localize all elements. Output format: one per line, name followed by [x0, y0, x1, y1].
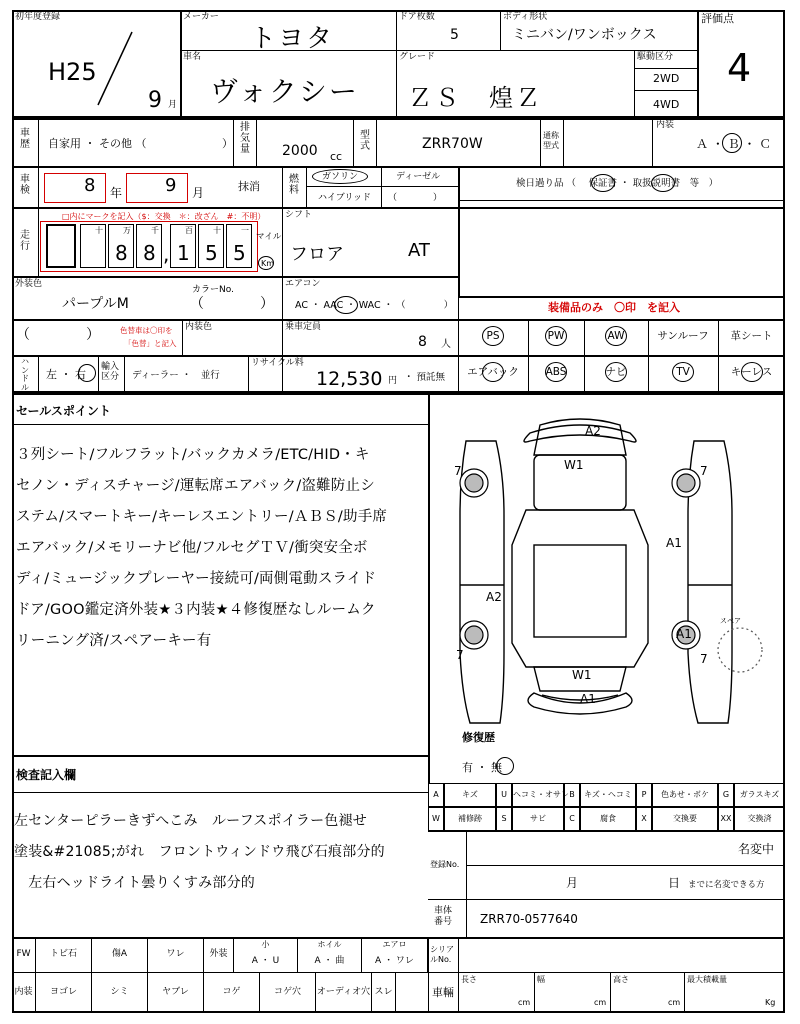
slash-mark	[90, 30, 140, 110]
legend-text: W	[432, 814, 440, 823]
odometer-cell	[80, 224, 106, 268]
mileage-mile: マイル	[256, 232, 282, 242]
size-label: 車輛	[432, 986, 454, 999]
equipment-item	[584, 355, 648, 393]
ext-label	[204, 937, 234, 972]
int-item	[92, 972, 148, 1013]
equipment-label: サンルーフ	[657, 330, 709, 342]
interior-color-label: 内装色	[185, 322, 213, 332]
equipment-label: エアバック	[467, 366, 519, 378]
int-label	[12, 972, 36, 1013]
odometer-unit: 一	[241, 226, 249, 235]
equipment-label: TV	[676, 366, 690, 378]
aircon-label: エアコン	[285, 279, 321, 289]
int-item-text: オーディオ穴	[316, 987, 371, 997]
equipment-label: AW	[607, 330, 625, 342]
legend-text: 腐食	[600, 814, 616, 823]
check-title: 検査記入欄	[16, 768, 77, 782]
equipment-item	[718, 319, 785, 355]
odometer-unit: 十	[95, 226, 103, 235]
color-no: （ ）	[190, 296, 274, 312]
first-reg-label: 初年度登録	[15, 12, 61, 22]
serial-label: シリアルNo.	[430, 945, 454, 964]
fw-item	[92, 937, 148, 972]
width-label: 幅	[537, 975, 545, 984]
damage-mark-a1-rear: A1	[580, 692, 596, 706]
equipment-circle	[545, 362, 567, 382]
legend-text: S	[501, 814, 507, 823]
legend-cell	[636, 783, 652, 807]
damage-mark-7-rl: 7	[456, 648, 464, 662]
sales-title: セールスポイント	[16, 404, 111, 418]
ext-sub-title: エアロ	[382, 940, 407, 949]
maker-label: メーカー	[183, 12, 219, 22]
legend-text: U	[501, 790, 507, 799]
equipment-item	[528, 319, 584, 355]
fw-item-text: 傷A	[111, 949, 128, 959]
odometer-digit: 1	[177, 241, 190, 265]
odometer-digit: 5	[205, 241, 218, 265]
recycle-status: ・ 預託無	[404, 372, 446, 383]
max-load-label: 最大積載量	[687, 975, 727, 984]
inspection-notes	[14, 806, 428, 899]
damage-mark-a2-front: A2	[585, 424, 601, 438]
equipment-label: PW	[547, 330, 565, 342]
check-line: 左センターピラーきずへこみ ルーフスポイラー色褪せ	[14, 813, 367, 829]
legend-text: ガラスキズ	[739, 790, 780, 799]
equipment-circle	[672, 362, 694, 382]
equipment-circle	[605, 362, 627, 382]
vin: ZRR70-0577640	[480, 912, 578, 926]
repair-history: 有 ・ 無	[462, 761, 502, 774]
equipment-item	[458, 355, 528, 393]
fw	[12, 937, 36, 972]
equipment-label: ナビ	[605, 366, 627, 378]
grade: ＺＳ 煌Ｚ	[408, 84, 543, 112]
body-type: ミニバン/ワンボックス	[512, 27, 657, 43]
ext-label-text: 外装	[209, 949, 228, 959]
interior-circle	[722, 133, 742, 153]
vin-label: 車体番号	[434, 906, 453, 927]
equip-header: 装備品のみ 〇印 を記入	[548, 301, 680, 314]
odometer-unit: 十	[213, 226, 221, 235]
fw-text: FW	[16, 949, 31, 959]
ext-sub-title: 小	[261, 940, 270, 949]
ext-sub-title: ホイル	[317, 940, 342, 949]
inspection-month: 9	[165, 175, 177, 196]
inspection-year-unit: 年	[110, 186, 123, 200]
legend-cell	[564, 783, 580, 807]
inspection-year: 8	[84, 175, 96, 196]
legend-cell	[636, 807, 652, 831]
disp-unit: cc	[330, 150, 343, 163]
legend-cell	[428, 783, 444, 807]
ext-sub-value: A ・ U	[251, 956, 280, 966]
color-change-note2: 「色替」と記入	[124, 339, 177, 348]
odometer-unit: 百	[185, 226, 193, 235]
legend-cell	[444, 807, 496, 831]
damage-mark-a1-rr: A1	[676, 627, 692, 641]
grade-label: グレード	[399, 52, 436, 62]
reg-no-label: 登録No.	[430, 860, 460, 869]
ext-sub	[234, 937, 298, 972]
car-diagram	[430, 395, 784, 785]
odometer-digit: 8	[143, 241, 156, 265]
inspection-label: 車検	[20, 174, 30, 196]
inspection-month-unit: 月	[192, 186, 205, 200]
int-item	[260, 972, 316, 1013]
equipment-item	[584, 319, 648, 355]
legend-text: XX	[720, 814, 732, 823]
interior-grade: Ａ ・ Ｂ ・ Ｃ	[696, 137, 772, 151]
legend-text: ヘコミ・オサレ	[513, 790, 569, 799]
int-item-text: シミ	[110, 987, 129, 997]
legend-cell	[652, 783, 718, 807]
fuel-other: （ ）	[388, 193, 443, 203]
interior-label: 内装	[656, 120, 675, 130]
ext-sub	[362, 937, 428, 972]
equipment-circle	[482, 362, 504, 382]
reg-day: 日	[668, 876, 681, 890]
damage-mark-7-fr: 7	[700, 464, 708, 478]
legend-text: キズ・ヘコミ	[584, 790, 632, 799]
reg-deadline: までに名変できる方	[688, 880, 765, 890]
history-label: 車歴	[20, 128, 30, 150]
sales-line: リーニング済/スペアーキー有	[16, 633, 212, 649]
legend-text: X	[641, 814, 647, 823]
check-line: 塗装&#21085;がれ フロントウィンドウ飛び石痕部分的	[14, 844, 385, 860]
recycle-unit: 円	[388, 376, 398, 386]
equipment-circle	[482, 326, 504, 346]
equipment-label: ABS	[545, 366, 567, 378]
fuel-gas: ガソリン	[322, 172, 359, 182]
int-item	[36, 972, 92, 1013]
legend-cell	[564, 807, 580, 831]
equipment-label: 革シート	[730, 330, 773, 342]
equipment-item	[648, 319, 718, 355]
included-docs: 検日過り品 （ 保証書 ・ 取扱説明書 等 ）	[516, 178, 719, 189]
odometer-unit: 千	[151, 226, 159, 235]
odometer-digit: 8	[115, 241, 128, 265]
int-item	[148, 972, 204, 1013]
capacity: 8	[418, 334, 427, 350]
equipment-item	[718, 355, 785, 393]
drive-label: 駆動区分	[637, 52, 674, 62]
import-label: 輸入区分	[101, 362, 120, 382]
damage-mark-a2-left: A2	[486, 590, 502, 604]
legend-cell	[580, 783, 636, 807]
shift: フロア	[290, 244, 344, 265]
color-change-note: 色替車は〇印を	[120, 326, 173, 335]
equipment-row-1	[458, 319, 785, 355]
legend-cell	[580, 807, 636, 831]
mileage-km: Km	[261, 259, 275, 268]
capacity-unit: 人	[441, 339, 451, 350]
sales-line: ステム/スマートキー/キーレスエントリー/ＡＢＳ/助手席	[16, 509, 388, 525]
inspection-cancel: 抹消	[238, 180, 260, 193]
disp-label: 排気量	[240, 122, 250, 155]
damage-legend	[428, 783, 785, 831]
equipment-circle	[741, 362, 763, 382]
history-close: ）	[222, 137, 233, 150]
handle: 左 ・ 右	[46, 368, 86, 381]
legend-cell	[512, 807, 564, 831]
score: 4	[727, 46, 752, 90]
length-unit: cm	[518, 998, 531, 1007]
odometer-cell	[198, 224, 224, 268]
name-change: 名変中	[738, 842, 775, 856]
repair-history-label: 修復歴	[462, 731, 495, 744]
int-item-text: コゲ	[222, 987, 241, 997]
ext-sub	[298, 937, 362, 972]
odometer-cell	[170, 224, 196, 268]
legend-text: 色あせ・ボケ	[661, 790, 709, 799]
ext-sub-value: A ・ 曲	[314, 956, 345, 966]
legend-cell	[512, 783, 569, 807]
legend-text: P	[641, 790, 647, 799]
drive-4wd: 4WD	[653, 98, 680, 111]
shift-label: シフト	[285, 210, 313, 220]
sales-line: エアバック/メモリーナビ他/フルセグＴＶ/衝突安全ボ	[16, 540, 368, 556]
equipment-item	[528, 355, 584, 393]
width-unit: cm	[594, 998, 607, 1007]
damage-mark-a1-right: A1	[666, 536, 682, 550]
legend-text: キズ	[462, 790, 478, 799]
sales-line: セノン・ディスチャージ/運転席エアバック/盗難防止シ	[16, 478, 375, 494]
capacity-label: 乗車定員	[285, 322, 322, 332]
int-label-text: 内装	[14, 987, 33, 997]
legend-text: G	[722, 790, 730, 799]
int-item	[316, 972, 372, 1013]
equipment-label: PS	[486, 330, 500, 342]
mileage-note: □内にマークを記入（$：交換 ＊：改ざん #：不明）	[62, 212, 266, 221]
ext-sub-value: A ・ ワレ	[375, 956, 414, 966]
legend-cell	[652, 807, 718, 831]
maker: トヨタ	[250, 24, 335, 54]
odometer-digit: 5	[233, 241, 246, 265]
model-code: ZRR70W	[422, 136, 483, 152]
int-item	[204, 972, 260, 1013]
height-label: 高さ	[613, 975, 629, 984]
model-label: 型式	[360, 130, 370, 152]
legend-text: サビ	[530, 814, 546, 823]
check-line: 左右ヘッドライト曇りくすみ部分的	[14, 875, 255, 891]
doors-label: ドア枚数	[399, 12, 435, 22]
legend-text: A	[433, 790, 439, 799]
fw-row	[12, 937, 428, 972]
first-reg-month-unit: 月	[168, 100, 178, 110]
fw-item-text: トビ石	[49, 949, 77, 959]
doors: 5	[450, 27, 459, 43]
history: 自家用 ・ その他 （	[48, 137, 147, 150]
legend-cell	[444, 783, 496, 807]
common-model-label: 通称型式	[543, 131, 559, 150]
equipment-circle	[545, 326, 567, 346]
reg-month: 月	[566, 876, 579, 890]
handle-label: ハンドル	[21, 357, 29, 392]
legend-text: 補修跡	[458, 814, 482, 823]
max-load-unit: Kg	[765, 998, 776, 1007]
import: ディーラー ・ 並行	[132, 370, 220, 381]
drive-2wd: 2WD	[653, 72, 680, 85]
aircon: AC ・ AAC ・ WAC ・ （ ）	[295, 300, 454, 311]
equipment-circle	[605, 326, 627, 346]
name-label: 車名	[183, 52, 202, 62]
color-change-paren: （ ）	[16, 327, 100, 343]
color-no-label: カラーNo.	[192, 285, 234, 295]
legend-text: 交換済	[747, 814, 772, 823]
legend-cell	[734, 807, 785, 831]
equipment-item	[648, 355, 718, 393]
shift-type: AT	[408, 240, 430, 261]
int-item	[372, 972, 396, 1013]
legend-text: B	[569, 790, 575, 799]
sales-line: ドア/GOO鑑定済外装★３内装★４修復歴なしルームク	[16, 602, 376, 618]
sales-line: ３列シート/フルフラット/バックカメラ/ETC/HID・キ	[16, 447, 370, 463]
displacement: 2000	[282, 143, 318, 159]
recycle-fee: 12,530	[316, 368, 383, 390]
int-item-text: ヨゴレ	[49, 987, 77, 997]
odometer-cell	[136, 224, 162, 268]
equipment-item	[458, 319, 528, 355]
equipment-label: キーレス	[730, 366, 773, 378]
legend-cell	[428, 807, 444, 831]
damage-mark-w1-rear: W1	[572, 668, 592, 682]
fw-item-text: ワレ	[166, 949, 185, 959]
fw-item	[36, 937, 92, 972]
int-item-text: スレ	[374, 987, 393, 997]
legend-cell	[496, 807, 512, 831]
sales-points	[16, 440, 426, 657]
odometer-cell	[226, 224, 252, 268]
fuel-label: 燃料	[289, 174, 299, 196]
damage-mark-w1-front: W1	[564, 458, 584, 472]
odometer-unit: 万	[123, 226, 131, 235]
fw-item	[148, 937, 204, 972]
ext-color-label: 外装色	[15, 279, 43, 289]
first-reg-month: 9	[148, 88, 162, 113]
first-reg-year: H25	[48, 58, 97, 86]
body-label: ボディ形状	[503, 12, 548, 22]
mileage-label: 走行	[20, 230, 30, 252]
height-unit: cm	[668, 998, 681, 1007]
int-item-text: ヤブレ	[162, 987, 189, 997]
legend-cell	[718, 783, 734, 807]
odometer	[80, 224, 252, 268]
odometer-cell	[108, 224, 134, 268]
legend-text: C	[569, 814, 575, 823]
damage-mark-7-fl: 7	[454, 464, 462, 478]
score-label: 評価点	[701, 12, 734, 25]
spare-label: スペア	[720, 617, 741, 625]
equipment-row-2	[458, 355, 785, 393]
int-item-text: コゲ穴	[273, 987, 301, 997]
odometer-comma: ,	[163, 242, 170, 266]
length-label: 長さ	[461, 975, 477, 984]
interior-row	[12, 972, 428, 1013]
recycle-label: リサイクル料	[251, 358, 304, 368]
ext-color: パープルM	[62, 296, 129, 312]
legend-text: 交換要	[673, 814, 697, 823]
legend-cell	[718, 807, 734, 831]
damage-mark-7-rr: 7	[700, 652, 708, 666]
fuel-hybrid: ハイブリッド	[318, 193, 372, 203]
legend-cell	[496, 783, 512, 807]
car-name: ヴォクシー	[210, 75, 359, 108]
legend-cell	[734, 783, 785, 807]
sales-line: ディ/ミュージックプレーヤー接続可/両側電動スライド	[16, 571, 377, 587]
fuel-diesel: ディーゼル	[396, 172, 441, 182]
